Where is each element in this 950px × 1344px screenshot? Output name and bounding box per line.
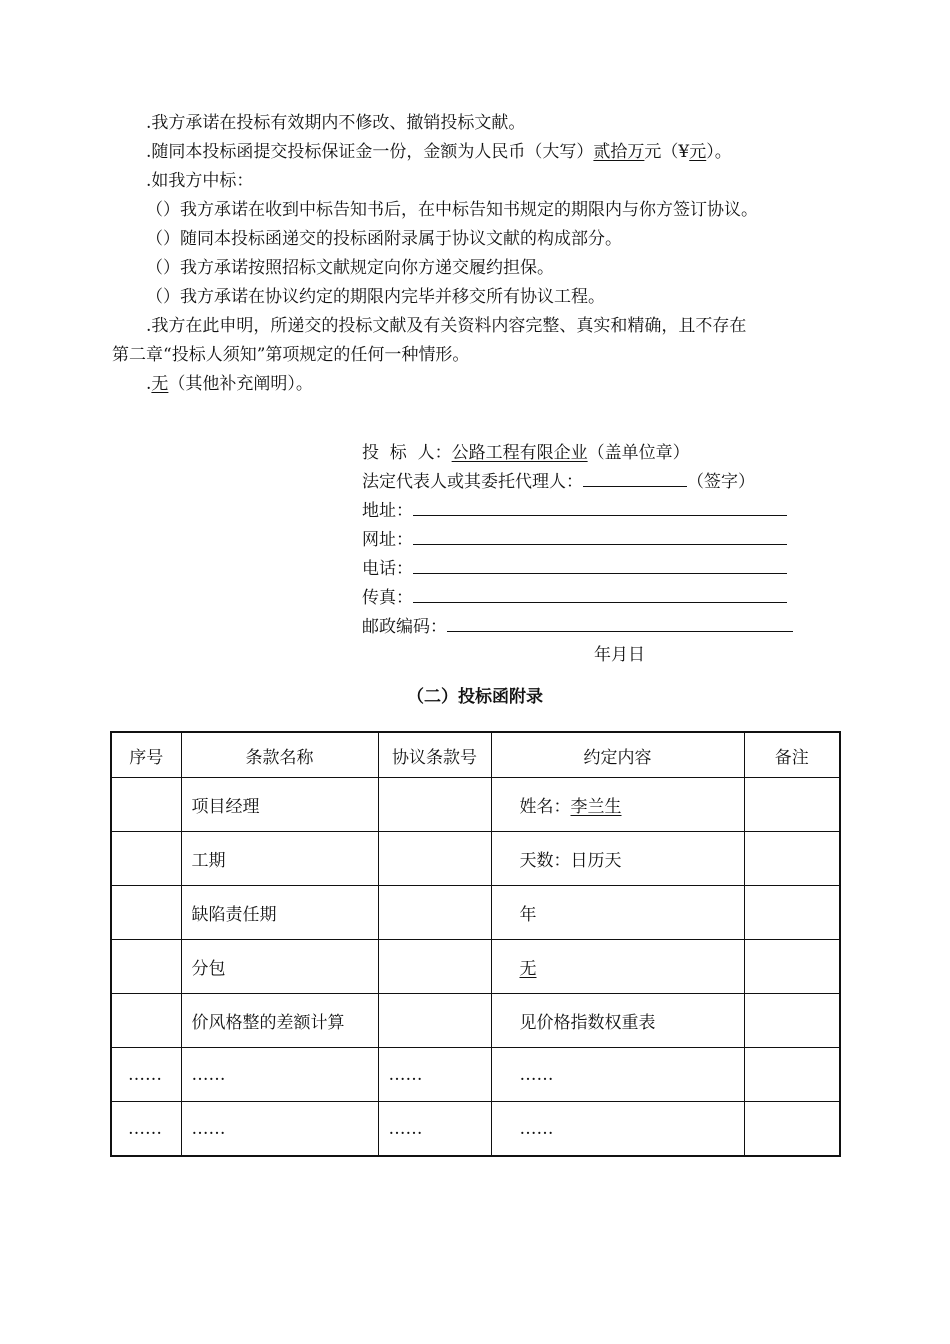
cell-no bbox=[111, 778, 181, 832]
appendix-table bbox=[110, 731, 841, 1157]
paragraph-2 bbox=[112, 138, 874, 167]
representative-label: 法定代表人或其委托代理人： bbox=[362, 472, 583, 492]
paragraph-5: （）随同本投标函递交的投标函附录属于协议文献的构成部分。 bbox=[146, 229, 622, 249]
cell-clause bbox=[378, 886, 491, 940]
postcode-line bbox=[362, 615, 793, 639]
cell-name: 缺陷责任期 bbox=[181, 886, 378, 940]
cell-note bbox=[744, 832, 840, 886]
paragraph-2-middle: 元（¥ bbox=[644, 142, 690, 162]
cell-note bbox=[744, 778, 840, 832]
address-blank[interactable] bbox=[413, 499, 787, 516]
header-note: 备注 bbox=[744, 732, 840, 778]
header-clause: 协议条款号 bbox=[378, 732, 491, 778]
postcode-label: 邮政编码： bbox=[362, 617, 447, 637]
content-value: 李兰生 bbox=[570, 797, 622, 817]
address-label: 地址： bbox=[362, 501, 413, 521]
content-label: …… bbox=[519, 1064, 554, 1085]
cell-name: 项目经理 bbox=[181, 778, 378, 832]
paragraph-3: .如我方中标： bbox=[146, 171, 254, 191]
date-line: 年月日 bbox=[594, 645, 645, 665]
phone-blank[interactable] bbox=[413, 557, 787, 574]
fax-line bbox=[362, 586, 787, 610]
website-label: 网址： bbox=[362, 530, 413, 550]
cell-no: …… bbox=[111, 1048, 181, 1102]
cell-clause bbox=[378, 832, 491, 886]
representative-signature-blank[interactable] bbox=[583, 470, 687, 487]
cell-content bbox=[491, 832, 744, 886]
cell-no bbox=[111, 886, 181, 940]
content-label: …… bbox=[519, 1118, 554, 1139]
cell-no bbox=[111, 994, 181, 1048]
cell-name: …… bbox=[181, 1048, 378, 1102]
cell-note bbox=[744, 1102, 840, 1157]
cell-clause: …… bbox=[378, 1048, 491, 1102]
cell-clause: …… bbox=[378, 1102, 491, 1157]
cell-note bbox=[744, 994, 840, 1048]
cell-name: 分包 bbox=[181, 940, 378, 994]
cell-note bbox=[744, 886, 840, 940]
table-header-row bbox=[111, 732, 840, 778]
header-content: 约定内容 bbox=[491, 732, 744, 778]
paragraph-4: （）我方承诺在收到中标告知书后，在中标告知书规定的期限内与你方签订协议。 bbox=[146, 200, 758, 220]
supplement-value: 无 bbox=[151, 374, 169, 394]
paragraph-8-line-2: 第二章“投标人须知”第项规定的任何一种情形。 bbox=[112, 345, 470, 365]
paragraph-6: （）我方承诺按照招标文献规定向你方递交履约担保。 bbox=[146, 258, 554, 278]
website-line bbox=[362, 528, 787, 552]
content-label: 姓名： bbox=[519, 797, 571, 817]
table-row bbox=[111, 778, 840, 832]
deposit-amount-number: 元 bbox=[689, 142, 707, 162]
cell-clause bbox=[378, 778, 491, 832]
appendix-title: （二）投标函附录 bbox=[407, 687, 543, 707]
cell-no bbox=[111, 832, 181, 886]
bidder-suffix: （盖单位章） bbox=[587, 443, 690, 463]
cell-content bbox=[491, 1048, 744, 1102]
table-row bbox=[111, 1102, 840, 1157]
deposit-amount: 贰拾万 bbox=[593, 142, 645, 162]
cell-content bbox=[491, 940, 744, 994]
paragraph-7: （）我方承诺在协议约定的期限内完毕并移交所有协议工程。 bbox=[146, 287, 605, 307]
cell-clause bbox=[378, 994, 491, 1048]
content-label: 见价格指数权重表 bbox=[519, 1013, 656, 1033]
fax-label: 传真： bbox=[362, 588, 413, 608]
cell-clause bbox=[378, 940, 491, 994]
paragraph-1: .我方承诺在投标有效期内不修改、撤销投标文献。 bbox=[146, 113, 526, 133]
cell-note bbox=[744, 940, 840, 994]
website-blank[interactable] bbox=[413, 528, 787, 545]
table-row bbox=[111, 994, 840, 1048]
paragraph-2-suffix: ）。 bbox=[706, 142, 732, 162]
cell-note bbox=[744, 1048, 840, 1102]
paragraph-9-suffix: （其他补充阐明）。 bbox=[168, 374, 313, 394]
content-value: 无 bbox=[519, 959, 537, 979]
cell-content bbox=[491, 886, 744, 940]
content-label: 天数：日历天 bbox=[519, 851, 622, 871]
bidder-label: 投 标 人： bbox=[362, 443, 452, 463]
phone-label: 电话： bbox=[362, 559, 413, 579]
cell-content bbox=[491, 994, 744, 1048]
content-label: 年 bbox=[519, 905, 537, 925]
postcode-blank[interactable] bbox=[447, 615, 793, 632]
paragraph-2-prefix: .随同本投标函提交投标保证金一份，金额为人民币（大写） bbox=[146, 142, 594, 162]
bidder-line bbox=[362, 441, 690, 465]
phone-line bbox=[362, 557, 787, 581]
paragraph-8-line-1: .我方在此申明，所递交的投标文献及有关资料内容完整、真实和精确，且不存在 bbox=[146, 316, 747, 336]
address-line bbox=[362, 499, 787, 523]
bidder-value: 公路工程有限企业 bbox=[451, 443, 588, 463]
cell-name: …… bbox=[181, 1102, 378, 1157]
table-row bbox=[111, 886, 840, 940]
representative-suffix: （签字） bbox=[687, 472, 755, 492]
table-row bbox=[111, 1048, 840, 1102]
fax-blank[interactable] bbox=[413, 586, 787, 603]
table-row bbox=[111, 940, 840, 994]
cell-content bbox=[491, 1102, 744, 1157]
cell-content bbox=[491, 778, 744, 832]
cell-no: …… bbox=[111, 1102, 181, 1157]
cell-name: 价风格整的差额计算 bbox=[181, 994, 378, 1048]
cell-no bbox=[111, 940, 181, 994]
cell-name: 工期 bbox=[181, 832, 378, 886]
header-no: 序号 bbox=[111, 732, 181, 778]
paragraph-9: .无（其他补充阐明）。 bbox=[146, 374, 313, 394]
table-row bbox=[111, 832, 840, 886]
representative-line bbox=[362, 470, 755, 494]
header-name: 条款名称 bbox=[181, 732, 378, 778]
